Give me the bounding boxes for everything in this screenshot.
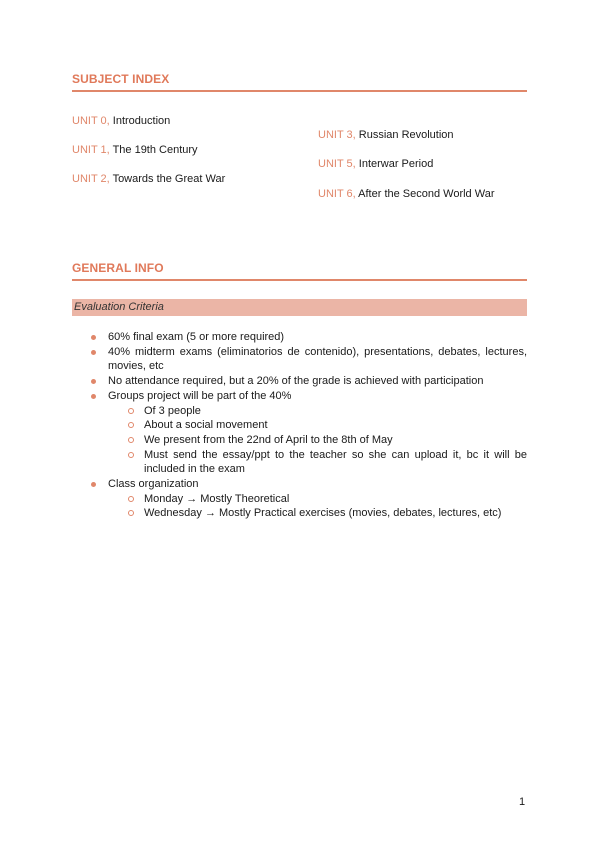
evaluation-criteria-bar	[72, 299, 527, 316]
sub-list-item: Must send the essay/ppt to the teacher so she can upload it, bc it will be included in the exam	[144, 448, 527, 476]
page-number: 1	[519, 796, 526, 808]
unit-3	[318, 129, 454, 142]
criteria-list	[108, 330, 527, 521]
unit-number: UNIT 6,	[318, 188, 356, 200]
unit-number: UNIT 0,	[72, 115, 110, 127]
unit-name: Towards the Great War	[112, 173, 226, 185]
sub-list-item: We present from the 22nd of April to the 8th of May	[144, 433, 527, 448]
sub-list-item: Of 3 people	[144, 404, 527, 419]
unit-name: Russian Revolution	[358, 129, 454, 141]
list-item: 40% midterm exams (eliminatorios de contenido), presentations, debates, lectures, movies, etc	[108, 345, 527, 373]
unit-name: The 19th Century	[112, 144, 198, 156]
general-info-rule	[72, 279, 527, 281]
subject-index-title: SUBJECT INDEX	[72, 72, 170, 86]
unit-0	[72, 115, 170, 128]
unit-6	[318, 188, 495, 201]
unit-number: UNIT 1,	[72, 144, 110, 156]
unit-number: UNIT 2,	[72, 173, 110, 185]
unit-name: Interwar Period	[358, 158, 434, 170]
unit-name: After the Second World War	[358, 188, 495, 200]
list-item: 60% final exam (5 or more required)	[108, 330, 527, 345]
list-item: No attendance required, but a 20% of the grade is achieved with participation	[108, 374, 527, 389]
unit-number: UNIT 5,	[318, 158, 356, 170]
sub-list-item: Monday → Mostly Theoretical	[144, 492, 527, 507]
sub-list-item: About a social movement	[144, 418, 527, 433]
list-item: Groups project will be part of the 40% Of 3 people About a social movement We present from the 22nd of April to the 8th of May Must send the essay/ppt to the teacher so she can upload it, bc it will be included in the exam	[108, 389, 527, 476]
evaluation-criteria-label: Evaluation Criteria	[74, 301, 164, 313]
unit-number: UNIT 3,	[318, 129, 356, 141]
unit-2	[72, 173, 225, 186]
unit-5	[318, 158, 433, 171]
class-organization-sublist	[108, 492, 527, 521]
sub-list-item: Wednesday → Mostly Practical exercises (movies, debates, lectures, etc)	[144, 506, 527, 521]
list-item: Class organization Monday → Mostly Theoretical Wednesday → Mostly Practical exercises (movies, debates, lectures, etc)	[108, 477, 527, 521]
unit-name: Introduction	[112, 115, 171, 127]
group-project-sublist	[108, 404, 527, 478]
general-info-title: GENERAL INFO	[72, 261, 164, 275]
unit-1	[72, 144, 198, 157]
subject-index-rule	[72, 90, 527, 92]
